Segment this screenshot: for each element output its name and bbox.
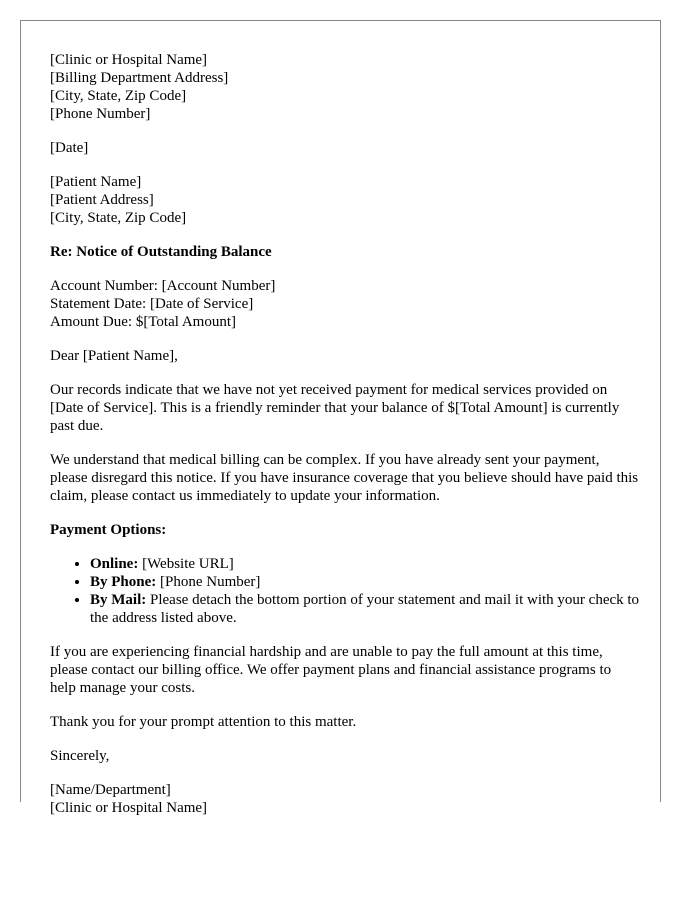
subject-text: Re: Notice of Outstanding Balance bbox=[50, 244, 272, 260]
letter-date bbox=[50, 139, 640, 157]
salutation: Dear [Patient Name], bbox=[50, 348, 178, 364]
sender-address: [Billing Department Address] bbox=[50, 70, 229, 86]
hardship-paragraph: If you are experiencing financial hardship and are unable to pay the full amount at this time, please contact our billing office. We offer payment plans and financial assistance programs to help manage your costs. bbox=[50, 644, 612, 696]
body-paragraph-1: Our records indicate that we have not yet received payment for medical services provided on [Date of Service]. This is a friendly reminder that your balance of $[Total Amount] is currently past due. bbox=[50, 382, 620, 434]
payment-option-text: [Website URL] bbox=[138, 556, 234, 572]
payment-option-label: By Mail: bbox=[90, 592, 147, 608]
closing: Sincerely, bbox=[50, 748, 110, 764]
amount-due: Amount Due: $[Total Amount] bbox=[50, 314, 237, 330]
sender-address-block bbox=[50, 51, 640, 123]
signature-name: [Name/Department] bbox=[50, 782, 171, 798]
recipient-address: [Patient Address] bbox=[50, 192, 154, 208]
payment-option-label: Online: bbox=[90, 556, 139, 572]
sender-phone: [Phone Number] bbox=[50, 106, 151, 122]
payment-option-phone bbox=[90, 573, 640, 591]
payment-options-heading: Payment Options: bbox=[50, 522, 167, 538]
subject-line bbox=[50, 243, 640, 261]
payment-options-list bbox=[50, 555, 640, 627]
payment-option-mail bbox=[90, 591, 640, 627]
sender-name: [Clinic or Hospital Name] bbox=[50, 52, 208, 68]
recipient-address-block bbox=[50, 173, 640, 227]
letter-page bbox=[20, 20, 661, 816]
recipient-name: [Patient Name] bbox=[50, 174, 142, 190]
date-text: [Date] bbox=[50, 140, 89, 156]
recipient-city-state-zip: [City, State, Zip Code] bbox=[50, 210, 187, 226]
account-details-block bbox=[50, 277, 640, 331]
signature-block bbox=[50, 781, 640, 817]
account-number: Account Number: [Account Number] bbox=[50, 278, 276, 294]
payment-option-online bbox=[90, 555, 640, 573]
payment-option-text: [Phone Number] bbox=[156, 574, 261, 590]
payment-option-text: Please detach the bottom portion of your statement and mail it with your check to the address listed above. bbox=[90, 592, 640, 626]
statement-date: Statement Date: [Date of Service] bbox=[50, 296, 254, 312]
sender-city-state-zip: [City, State, Zip Code] bbox=[50, 88, 187, 104]
signature-organization: [Clinic or Hospital Name] bbox=[50, 800, 208, 816]
body-paragraph-2: We understand that medical billing can be complex. If you have already sent your payment, please disregard this notice. If you have insurance coverage that you believe should have paid this claim, please contact us immediately to update your information. bbox=[50, 452, 639, 504]
thanks-paragraph: Thank you for your prompt attention to this matter. bbox=[50, 714, 357, 730]
payment-option-label: By Phone: bbox=[90, 574, 157, 590]
